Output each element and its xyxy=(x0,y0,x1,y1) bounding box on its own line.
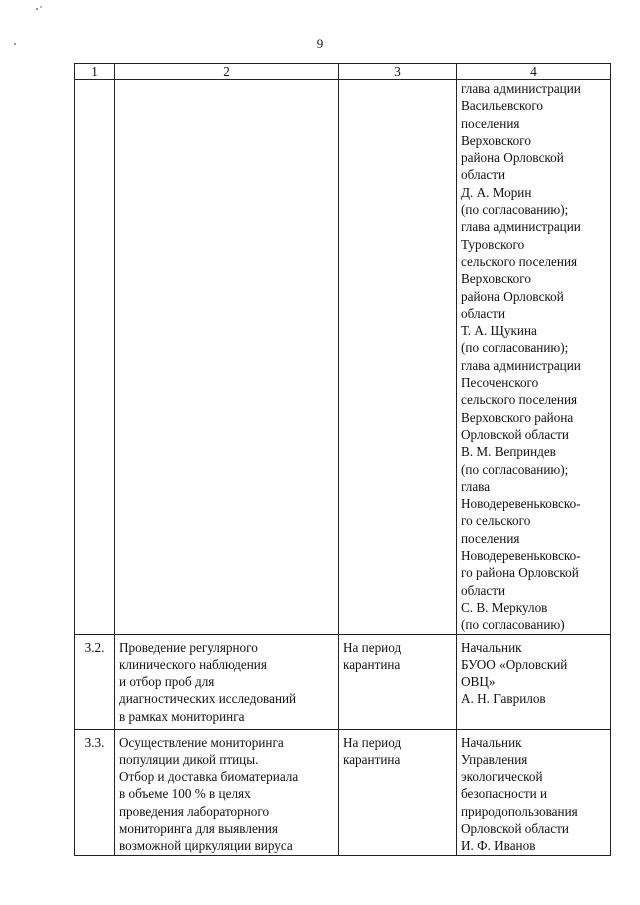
column-header-1: 1 xyxy=(75,64,115,80)
table-row xyxy=(75,80,611,635)
page-number: 9 xyxy=(316,36,324,51)
period-cell: На период карантина xyxy=(339,729,457,855)
event-cell: Осуществление мониторинга популяции дикой птицы. Отбор и доставка биоматериала в объеме 100 % в целях проведения лабораторного мониторинга для выявления возможной циркуляции вируса xyxy=(115,729,339,855)
row-number-cell: 3.2. xyxy=(75,634,115,729)
responsible-cell: глава администрации Васильевского поселения Верховского района Орловской области Д. А. Морин (по согласованию); глава администрации Туровского сельского поселения Верховского района Орловской области Т. А. Щукина (по согласованию); глава администрации Песоченского сельского поселения Верховского района Орловской области В. М. Веприндев (по согласованию); глава Новодеревеньковско- го сельского поселения Новодеревеньковско- го района Орловской области С. В. Меркулов (по согласованию) xyxy=(457,80,611,635)
table-row xyxy=(75,634,611,729)
row-number-cell xyxy=(75,80,115,635)
measures-table xyxy=(74,63,611,856)
column-header-4: 4 xyxy=(457,64,611,80)
table-header-row xyxy=(75,64,611,80)
row-number-cell: 3.3. xyxy=(75,729,115,855)
period-cell: На период карантина xyxy=(339,634,457,729)
responsible-cell: Начальник Управления экологической безопасности и природопользования Орловской области И. Ф. Иванов xyxy=(457,729,611,855)
table-row xyxy=(75,729,611,855)
column-header-2: 2 xyxy=(115,64,339,80)
responsible-cell: Начальник БУОО «Орловский ОВЦ» А. Н. Гаврилов xyxy=(457,634,611,729)
period-cell xyxy=(339,80,457,635)
column-header-3: 3 xyxy=(339,64,457,80)
event-cell xyxy=(115,80,339,635)
event-cell: Проведение регулярного клинического наблюдения и отбор проб для диагностических исследований в рамках мониторинга xyxy=(115,634,339,729)
